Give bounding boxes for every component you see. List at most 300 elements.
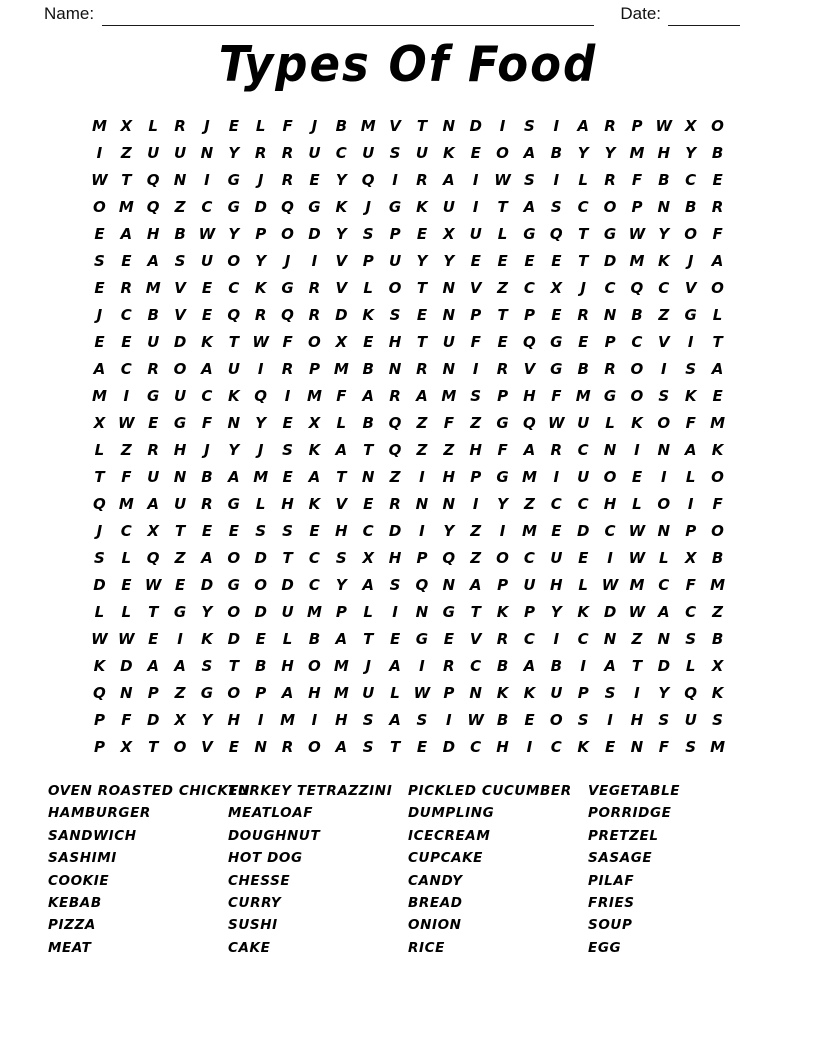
grid-letter: D — [146, 710, 160, 729]
name-blank-line — [102, 7, 594, 26]
grid-letter: Y — [658, 224, 670, 243]
grid-letter: P — [335, 602, 347, 621]
grid-letter: E — [578, 548, 589, 567]
grid-letter: U — [362, 683, 375, 702]
grid-letter: O — [603, 467, 617, 486]
grid-letter: C — [577, 440, 589, 459]
grid-letter: R — [174, 116, 186, 135]
grid-letter: Y — [577, 143, 589, 162]
grid-letter: V — [201, 737, 213, 756]
grid-letter: E — [148, 629, 159, 648]
grid-letter: G — [227, 170, 240, 189]
grid-letter: K — [711, 440, 724, 459]
grid-letter: D — [173, 332, 187, 351]
grid-letter: E — [712, 386, 723, 405]
grid-letter: L — [121, 602, 132, 621]
grid-letter: B — [550, 656, 563, 675]
grid-letter: E — [416, 224, 428, 243]
grid-letter: B — [711, 143, 724, 162]
grid-letter: Z — [631, 629, 643, 648]
grid-letter: X — [684, 548, 697, 567]
word-item: OVEN ROASTED CHICKEN — [48, 783, 251, 799]
grid-letter: B — [684, 197, 697, 216]
grid-letter: M — [629, 143, 645, 162]
grid-letter: A — [93, 359, 106, 378]
grid-letter: C — [470, 656, 482, 675]
grid-letter: N — [657, 440, 671, 459]
grid-letter: I — [257, 710, 264, 729]
word-item: PORRIDGE — [588, 805, 672, 822]
grid-letter: S — [362, 710, 374, 729]
grid-letter: S — [685, 629, 697, 648]
grid-letter: O — [281, 224, 294, 243]
grid-letter: P — [497, 386, 509, 405]
grid-letter: B — [631, 305, 643, 324]
grid-letter: E — [228, 737, 239, 756]
grid-letter: I — [634, 440, 640, 459]
grid-letter: H — [523, 386, 536, 405]
grid-letter: Z — [389, 467, 401, 486]
grid-letter: V — [469, 278, 482, 297]
grid-letter: M — [521, 521, 537, 540]
grid-letter: M — [91, 116, 107, 135]
grid-letter: M — [91, 386, 107, 405]
grid-letter: N — [603, 305, 617, 324]
grid-letter: E — [389, 629, 401, 648]
grid-letter: L — [363, 602, 373, 621]
grid-letter: X — [174, 710, 186, 729]
grid-letter: H — [388, 548, 402, 567]
grid-letter: F — [658, 737, 669, 756]
grid-letter: G — [550, 359, 563, 378]
grid-letter: X — [120, 116, 133, 135]
grid-letter: R — [281, 170, 294, 189]
grid-letter: E — [443, 629, 454, 648]
grid-letter: R — [308, 278, 321, 297]
grid-letter: B — [147, 305, 159, 324]
grid-letter: A — [201, 359, 213, 378]
grid-letter: U — [147, 332, 160, 351]
grid-letter: H — [442, 467, 456, 486]
grid-letter: I — [687, 494, 694, 513]
grid-letter: Q — [361, 170, 375, 189]
grid-letter: F — [121, 467, 132, 486]
word-item: ONION — [408, 917, 462, 934]
grid-letter: J — [204, 440, 210, 459]
grid-letter: V — [174, 305, 186, 324]
grid-letter: U — [415, 143, 429, 162]
grid-letter: D — [308, 224, 321, 243]
grid-letter: Q — [523, 332, 536, 351]
grid-letter: N — [173, 170, 187, 189]
grid-letter: A — [389, 656, 401, 675]
grid-letter: D — [442, 737, 456, 756]
grid-letter: N — [120, 683, 133, 702]
grid-letter: O — [711, 116, 724, 135]
grid-letter: C — [658, 278, 670, 297]
grid-letter: W — [628, 224, 646, 243]
grid-letter: N — [173, 467, 187, 486]
grid-letter: I — [392, 602, 398, 621]
grid-letter: O — [227, 548, 241, 567]
grid-letter: C — [335, 143, 347, 162]
grid-letter: T — [148, 737, 159, 756]
grid-letter: F — [336, 386, 347, 405]
grid-letter: P — [362, 251, 374, 270]
grid-letter: T — [282, 548, 293, 567]
grid-letter: Z — [470, 521, 482, 540]
grid-letter: W — [252, 332, 269, 351]
grid-letter: W — [144, 575, 162, 594]
grid-letter: E — [148, 413, 159, 432]
grid-letter: E — [416, 305, 428, 324]
grid-letter: T — [121, 170, 132, 189]
grid-letter: U — [469, 224, 482, 243]
grid-letter: N — [469, 683, 482, 702]
grid-letter: N — [415, 494, 429, 513]
grid-letter: O — [227, 251, 241, 270]
grid-letter: O — [684, 224, 698, 243]
grid-letter: N — [442, 575, 456, 594]
grid-letter: N — [442, 116, 456, 135]
grid-letter: A — [335, 737, 348, 756]
word-item: SASAGE — [588, 850, 653, 867]
word-item: FRIES — [588, 894, 635, 911]
grid-letter: G — [550, 332, 563, 351]
grid-letter: H — [281, 656, 294, 675]
grid-letter: G — [523, 224, 536, 243]
grid-letter: C — [550, 737, 562, 756]
grid-letter: G — [200, 683, 214, 702]
grid-letter: W — [413, 683, 431, 702]
grid-letter: Q — [93, 683, 106, 702]
grid-letter: Y — [685, 143, 697, 162]
grid-letter: S — [524, 116, 535, 135]
grid-letter: U — [308, 143, 321, 162]
grid-letter: S — [282, 521, 293, 540]
grid-letter: A — [443, 170, 455, 189]
grid-letter: M — [710, 413, 726, 432]
word-item: EGG — [588, 939, 622, 956]
grid-letter: E — [578, 332, 589, 351]
grid-letter: R — [443, 656, 455, 675]
grid-letter: T — [148, 602, 159, 621]
grid-letter: Y — [201, 602, 213, 621]
grid-letter: S — [524, 170, 535, 189]
grid-letter: A — [684, 440, 697, 459]
grid-letter: K — [201, 332, 213, 351]
grid-letter: S — [282, 440, 293, 459]
grid-letter: S — [416, 710, 428, 729]
grid-letter: E — [228, 521, 239, 540]
grid-letter: H — [469, 440, 482, 459]
grid-letter: N — [442, 278, 456, 297]
grid-letter: Y — [228, 440, 240, 459]
grid-letter: E — [363, 332, 374, 351]
grid-letter: I — [472, 359, 479, 378]
grid-letter: F — [470, 332, 481, 351]
grid-letter: J — [257, 440, 264, 459]
grid-letter: F — [282, 116, 293, 135]
grid-letter: B — [201, 467, 213, 486]
grid-letter: Q — [415, 575, 429, 594]
grid-letter: Z — [712, 602, 723, 621]
grid-letter: S — [94, 251, 105, 270]
grid-letter: T — [497, 197, 508, 216]
grid-letter: M — [710, 575, 726, 594]
grid-letter: W — [628, 521, 646, 540]
grid-letter: M — [306, 386, 322, 405]
grid-letter: D — [281, 575, 294, 594]
grid-letter: Y — [497, 494, 508, 513]
grid-letter: W — [628, 548, 646, 567]
grid-letter: A — [147, 494, 159, 513]
grid-letter: G — [227, 197, 240, 216]
grid-letter: R — [147, 359, 159, 378]
grid-letter: N — [227, 413, 241, 432]
grid-letter: R — [147, 440, 159, 459]
grid-letter: O — [603, 197, 617, 216]
grid-letter: D — [120, 656, 133, 675]
grid-letter: W — [548, 413, 565, 432]
grid-letter: S — [389, 143, 401, 162]
grid-letter: M — [333, 359, 349, 378]
grid-letter: C — [631, 332, 643, 351]
grid-letter: E — [604, 737, 616, 756]
grid-letter: F — [497, 440, 508, 459]
grid-letter: Q — [523, 413, 536, 432]
grid-letter: T — [228, 332, 239, 351]
grid-letter: E — [255, 629, 266, 648]
grid-letter: C — [523, 629, 535, 648]
grid-letter: W — [91, 170, 108, 189]
grid-letter: I — [123, 386, 130, 405]
grid-letter: R — [604, 116, 616, 135]
grid-letter: C — [523, 548, 535, 567]
word-item: SUSHI — [228, 917, 278, 934]
grid-letter: G — [173, 413, 187, 432]
grid-letter: A — [201, 548, 213, 567]
grid-letter: G — [603, 224, 617, 243]
grid-letter: E — [228, 116, 239, 135]
grid-letter: P — [255, 224, 267, 243]
grid-letter: L — [282, 629, 293, 648]
word-item: VEGETABLE — [588, 783, 681, 799]
grid-letter: B — [658, 170, 670, 189]
grid-letter: I — [687, 332, 694, 351]
grid-letter: A — [604, 656, 616, 675]
grid-letter: H — [657, 143, 671, 162]
grid-letter: K — [362, 305, 374, 324]
grid-letter: M — [441, 386, 457, 405]
grid-letter: H — [146, 224, 160, 243]
grid-letter: O — [630, 386, 644, 405]
word-item: BREAD — [408, 894, 463, 911]
grid-letter: R — [308, 305, 321, 324]
grid-letter: K — [308, 440, 321, 459]
grid-letter: W — [118, 413, 135, 432]
word-item: PIZZA — [48, 917, 96, 934]
grid-letter: N — [657, 197, 671, 216]
grid-letter: G — [308, 197, 321, 216]
grid-letter: A — [147, 251, 159, 270]
grid-letter: I — [607, 548, 613, 567]
grid-letter: T — [712, 332, 723, 351]
grid-letter: A — [523, 143, 536, 162]
grid-letter: Y — [658, 683, 670, 702]
grid-letter: D — [254, 602, 267, 621]
grid-letter: E — [174, 575, 186, 594]
grid-letter: G — [496, 413, 509, 432]
grid-letter: I — [419, 467, 425, 486]
grid-letter: Z — [174, 197, 186, 216]
grid-letter: I — [96, 143, 103, 162]
grid-letter: L — [390, 683, 400, 702]
grid-letter: B — [496, 656, 509, 675]
grid-letter: A — [577, 116, 589, 135]
grid-letter: A — [120, 224, 133, 243]
grid-letter: I — [472, 170, 479, 189]
word-search-grid — [86, 112, 731, 760]
grid-letter: N — [415, 602, 429, 621]
grid-letter: T — [228, 656, 239, 675]
grid-letter: I — [311, 251, 318, 270]
grid-letter: B — [335, 116, 348, 135]
grid-letter: Z — [497, 278, 508, 297]
grid-letter: A — [335, 440, 348, 459]
grid-letter: U — [147, 467, 160, 486]
grid-letter: D — [603, 251, 617, 270]
grid-letter: M — [253, 467, 269, 486]
grid-letter: E — [201, 278, 213, 297]
grid-letter: F — [631, 170, 643, 189]
grid-letter: R — [416, 359, 428, 378]
grid-letter: R — [550, 440, 563, 459]
grid-letter: I — [472, 197, 479, 216]
grid-letter: X — [93, 413, 106, 432]
grid-letter: L — [255, 116, 266, 135]
grid-letter: F — [685, 575, 696, 594]
grid-letter: F — [201, 413, 213, 432]
grid-letter: C — [201, 386, 213, 405]
grid-letter: A — [469, 575, 482, 594]
grid-letter: L — [605, 413, 615, 432]
grid-letter: D — [657, 656, 671, 675]
grid-letter: U — [577, 467, 590, 486]
grid-letter: J — [96, 305, 103, 324]
grid-letter: G — [415, 629, 429, 648]
grid-letter: I — [257, 359, 264, 378]
grid-letter: L — [148, 116, 158, 135]
grid-letter: X — [362, 548, 374, 567]
grid-letter: A — [281, 683, 294, 702]
grid-letter: I — [553, 116, 560, 135]
grid-letter: O — [308, 332, 321, 351]
grid-letter: D — [469, 116, 482, 135]
grid-letter: K — [496, 602, 509, 621]
grid-letter: U — [173, 494, 187, 513]
grid-letter: B — [711, 629, 724, 648]
grid-letter: A — [362, 386, 374, 405]
grid-letter: G — [442, 602, 455, 621]
grid-letter: K — [523, 683, 536, 702]
grid-letter: I — [204, 170, 210, 189]
grid-letter: Q — [684, 683, 698, 702]
grid-letter: V — [335, 251, 348, 270]
grid-letter: W — [91, 629, 108, 648]
grid-letter: V — [174, 278, 186, 297]
grid-letter: O — [549, 710, 563, 729]
grid-letter: Y — [228, 143, 240, 162]
grid-letter: I — [553, 170, 560, 189]
grid-letter: S — [712, 710, 723, 729]
grid-letter: W — [494, 170, 511, 189]
grid-letter: Y — [201, 710, 213, 729]
grid-letter: P — [631, 197, 643, 216]
grid-letter: D — [254, 197, 267, 216]
grid-letter: E — [497, 251, 508, 270]
grid-letter: O — [657, 413, 671, 432]
word-item: PILAF — [588, 872, 635, 889]
grid-letter: E — [524, 251, 535, 270]
grid-letter: I — [580, 656, 586, 675]
grid-letter: C — [577, 197, 589, 216]
word-item: DUMPLING — [408, 805, 495, 822]
grid-letter: J — [284, 251, 291, 270]
grid-letter: P — [604, 332, 616, 351]
grid-letter: A — [523, 656, 536, 675]
grid-letter: R — [604, 359, 616, 378]
grid-letter: K — [577, 602, 589, 621]
grid-letter: E — [524, 710, 535, 729]
grid-letter: B — [362, 413, 374, 432]
grid-letter: Q — [442, 548, 456, 567]
word-item: CURRY — [228, 894, 282, 911]
grid-letter: O — [227, 683, 241, 702]
grid-letter: K — [496, 683, 509, 702]
grid-letter: Z — [443, 440, 455, 459]
grid-letter: E — [551, 251, 562, 270]
grid-letter: Y — [416, 251, 428, 270]
word-list — [48, 780, 772, 959]
grid-letter: E — [416, 737, 428, 756]
word-item: MEATLOAF — [228, 805, 314, 822]
grid-letter: E — [363, 494, 374, 513]
grid-letter: L — [659, 548, 669, 567]
grid-letter: I — [446, 710, 452, 729]
word-list-column — [408, 780, 588, 959]
grid-letter: P — [93, 710, 105, 729]
grid-letter: Q — [281, 305, 294, 324]
grid-letter: M — [333, 683, 349, 702]
date-blank-line — [668, 7, 740, 26]
grid-letter: K — [308, 494, 321, 513]
grid-letter: V — [523, 359, 536, 378]
grid-letter: M — [575, 386, 591, 405]
grid-letter: R — [120, 278, 133, 297]
grid-letter: Q — [388, 440, 402, 459]
word-list-column — [588, 780, 768, 959]
grid-letter: V — [658, 332, 670, 351]
grid-letter: B — [254, 656, 267, 675]
grid-letter: D — [200, 575, 214, 594]
grid-letter: I — [177, 629, 183, 648]
grid-letter: U — [147, 143, 160, 162]
grid-letter: T — [363, 440, 374, 459]
grid-letter: J — [365, 197, 371, 216]
grid-letter: Q — [281, 197, 294, 216]
page-title: Types Of Food — [218, 35, 598, 94]
